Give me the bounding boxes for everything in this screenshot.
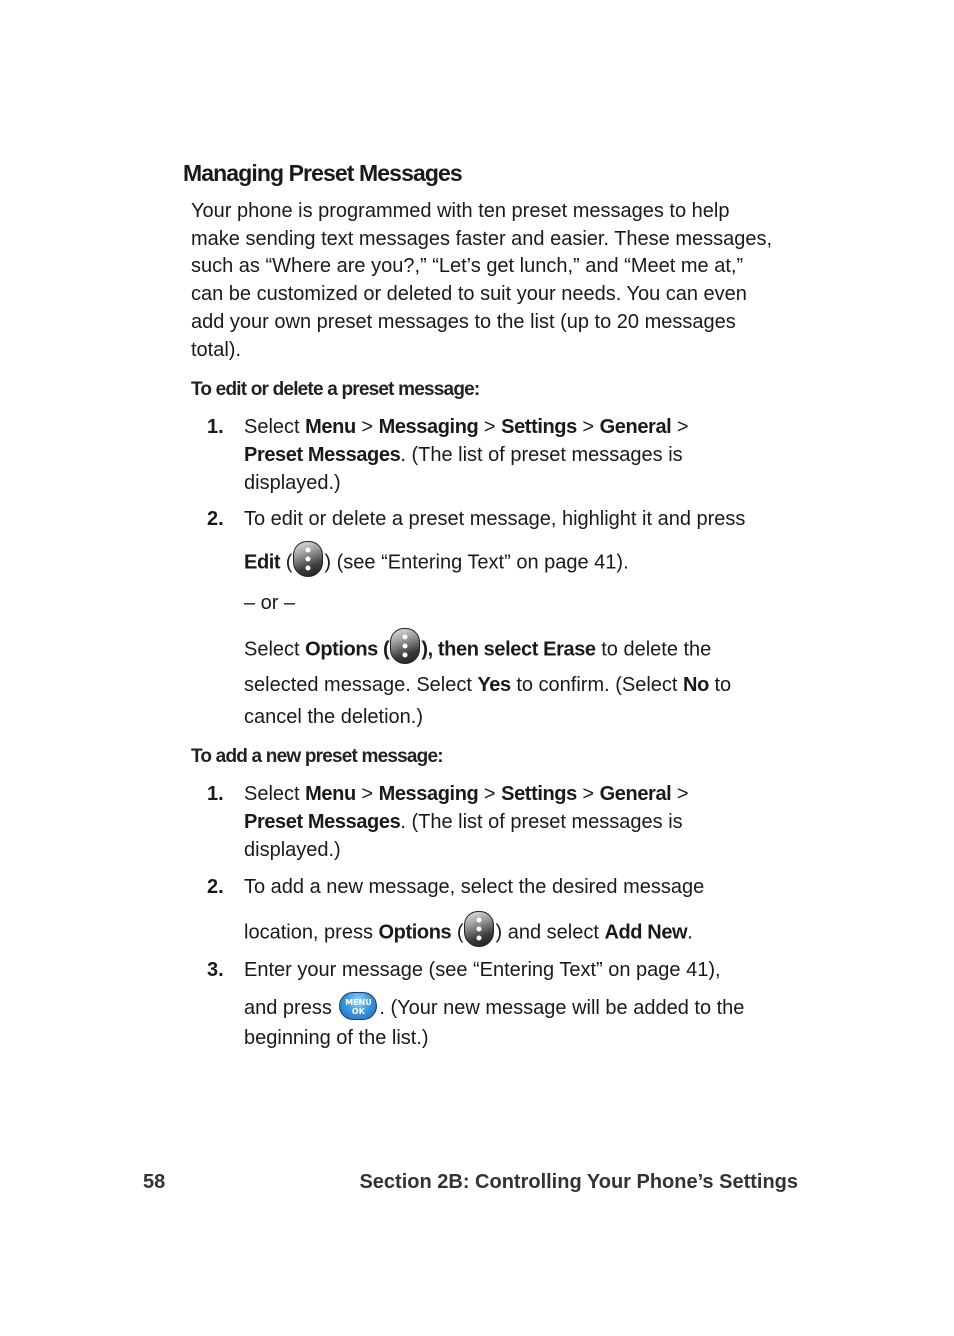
- add-step2-line2: [244, 919, 693, 947]
- text: to: [708, 674, 732, 696]
- edit-step2-line1: To edit or delete a preset message, highlight it and press: [244, 508, 746, 530]
- section-title-footer: Section 2B: Controlling Your Phone’s Settings: [359, 1171, 798, 1193]
- text: >: [478, 416, 502, 438]
- intro-line: make sending text messages faster and easier. These messages,: [191, 227, 773, 250]
- text: . (The list of preset messages is: [400, 444, 683, 466]
- text: >: [576, 416, 600, 438]
- add-step2-number: 2.: [207, 876, 224, 898]
- erase-term: Erase: [543, 638, 596, 661]
- add-step1-line2: [244, 811, 683, 834]
- edit-step2-alt-line3: cancel the deletion.): [244, 706, 424, 728]
- text: location, press: [244, 921, 379, 944]
- general-term: General: [599, 783, 672, 805]
- menu-ok-key-icon: [339, 992, 377, 1020]
- text: selected message. Select: [244, 674, 478, 696]
- text: . (The list of preset messages is: [400, 811, 683, 833]
- messaging-term: Messaging: [378, 416, 479, 438]
- edit-step1-line3: displayed.): [244, 472, 341, 494]
- text: >: [671, 783, 689, 805]
- text: ) (see “Entering Text” on page 41).: [324, 551, 629, 574]
- intro-paragraph: [191, 198, 772, 364]
- text: >: [576, 783, 600, 805]
- menu-ok-text: MENU: [345, 997, 372, 1007]
- edit-step1-number: 1.: [207, 416, 224, 438]
- or-separator: – or –: [244, 592, 296, 614]
- add-step3-line1: Enter your message (see “Entering Text” on page 41),: [244, 959, 721, 981]
- text: . (Your new message will be added to the: [379, 997, 745, 1019]
- intro-line: add your own preset messages to the list (up to 20 messages: [191, 310, 736, 333]
- settings-term: Settings: [501, 416, 577, 438]
- add-new-term: Add New: [604, 921, 688, 944]
- preset-messages-term: Preset Messages: [244, 444, 401, 466]
- settings-term: Settings: [501, 783, 577, 805]
- menu-term: Menu: [305, 783, 356, 805]
- section-heading: Managing Preset Messages: [183, 160, 462, 186]
- add-step3-line3: beginning of the list.): [244, 1027, 429, 1049]
- add-step1-line3: displayed.): [244, 839, 341, 861]
- text: to delete the: [595, 638, 712, 661]
- edit-step2-alt-line2: [244, 674, 731, 697]
- preset-messages-term: Preset Messages: [244, 811, 401, 833]
- edit-subheading: To edit or delete a preset message:: [191, 379, 480, 400]
- general-term: General: [599, 416, 672, 438]
- text: (: [280, 551, 293, 574]
- options-term: Options: [378, 921, 452, 944]
- softkey-icon: [464, 911, 494, 947]
- options-term: Options (: [305, 638, 390, 661]
- text: >: [355, 416, 379, 438]
- add-step2-line1: To add a new message, select the desired message: [244, 876, 705, 898]
- add-step3-line2: [244, 997, 744, 1020]
- no-term: No: [683, 674, 709, 696]
- add-step1-line1: [244, 783, 689, 806]
- edit-term: Edit: [244, 551, 281, 574]
- text: Select: [244, 638, 306, 661]
- page-number: 58: [143, 1171, 166, 1193]
- intro-line: such as “Where are you?,” “Let’s get lunch,” and “Meet me at,”: [191, 255, 744, 278]
- text: >: [671, 416, 689, 438]
- intro-line: total).: [191, 338, 242, 361]
- text: >: [478, 783, 502, 805]
- text: ), then select: [421, 638, 544, 661]
- edit-step1-line2: [244, 444, 683, 467]
- menu-ok-text: OK: [351, 1006, 365, 1016]
- edit-step2-number: 2.: [207, 508, 224, 530]
- softkey-icon: [390, 628, 420, 664]
- text: ) and select: [495, 921, 605, 944]
- text: >: [355, 783, 379, 805]
- edit-step2-line2: [244, 549, 629, 577]
- intro-line: can be customized or deleted to suit your needs. You can even: [191, 283, 747, 306]
- add-subheading: To add a new preset message:: [191, 746, 443, 767]
- text: (: [451, 921, 464, 944]
- edit-step1-line1: [244, 416, 689, 439]
- text: to confirm. (Select: [510, 674, 684, 696]
- yes-term: Yes: [477, 674, 511, 696]
- messaging-term: Messaging: [378, 783, 479, 805]
- menu-term: Menu: [305, 416, 356, 438]
- text: .: [687, 921, 693, 944]
- edit-step2-alt-line1: [244, 636, 711, 664]
- intro-line: Your phone is programmed with ten preset messages to help: [191, 200, 730, 222]
- softkey-icon: [293, 541, 323, 577]
- text: Select: [244, 783, 306, 805]
- text: Select: [244, 416, 306, 438]
- text: and press: [244, 997, 338, 1019]
- add-step3-number: 3.: [207, 959, 224, 981]
- add-step1-number: 1.: [207, 783, 224, 805]
